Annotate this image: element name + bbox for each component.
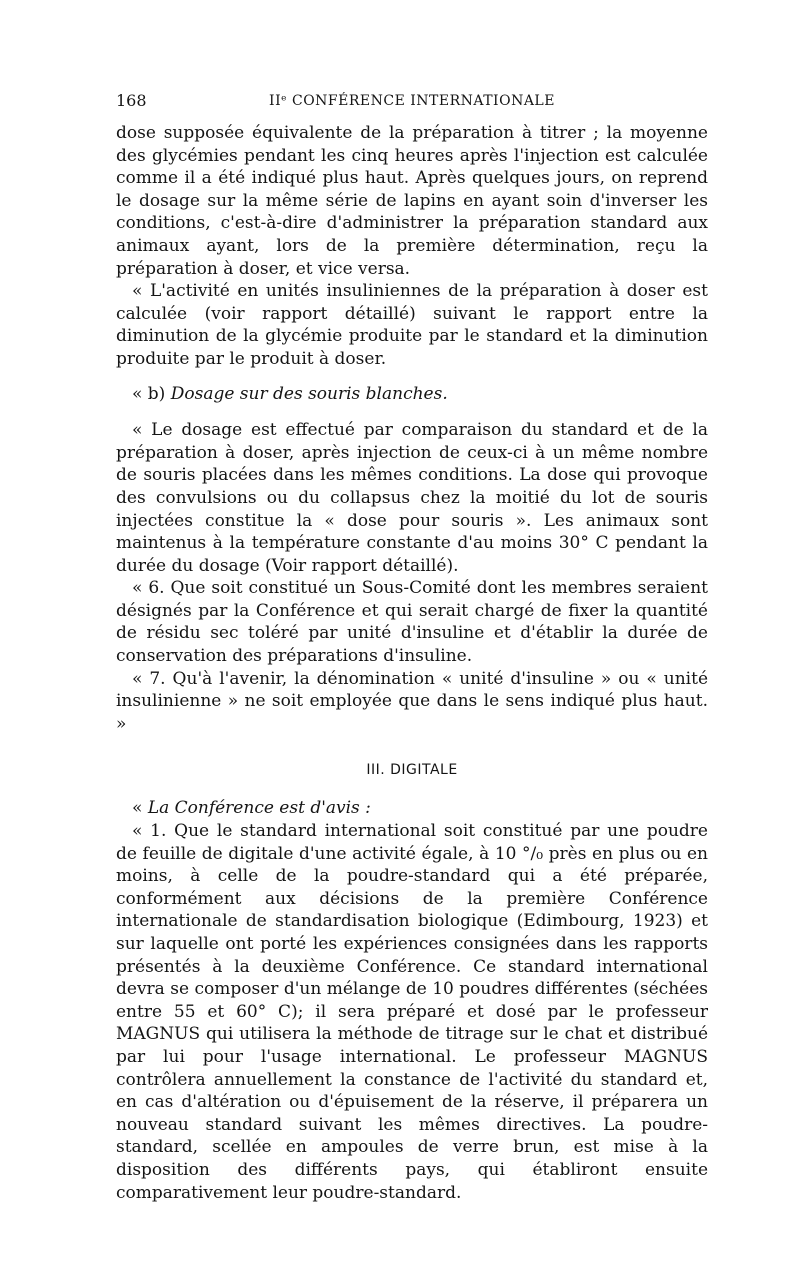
running-title: IIᵉ CONFÉRENCE INTERNATIONALE bbox=[269, 93, 555, 109]
subheading-title: Dosage sur des souris blanches. bbox=[170, 383, 448, 404]
opinion-title: La Conférence est d'avis : bbox=[147, 798, 371, 819]
paragraph-item-6: « 6. Que soit constitué un Sous-Comité dont les membres seraient désignés par la Conférence et qui serait chargé de fixer la quantité de résidu sec toléré par unité d'insuline et d'établir la durée de conservation des préparations d'insuline. bbox=[116, 578, 708, 667]
page-body bbox=[116, 122, 708, 1204]
subheading-prefix: « b) bbox=[132, 383, 171, 404]
paragraph-item-7: « 7. Qu'à l'avenir, la dénomination « unité d'insuline » ou « unité insulinienne » ne soit employée que dans le sens indiqué plus haut. » bbox=[116, 668, 708, 734]
paragraph-mice-assay: « Le dosage est effectué par comparaison du standard et de la préparation à doser, après injection de ceux-ci à un même nombre de souris placées dans les mêmes conditions. La dose qui provoque des convulsions ou du collapsus chez la moitié du lot de souris injectées constitue la « dose pour souris ». Les animaux sont maintenus à la température constante d'au moins 30° C pendant la durée du dosage (Voir rapport détaillé). bbox=[116, 420, 708, 576]
paragraph-continuation: dose supposée équivalente de la préparation à titrer ; la moyenne des glycémies pendant les cinq heures après l'injection est calculée comme il a été indiqué plus haut. Après quelques jours, on reprend le dosage sur la même série de lapins en ayant soin d'inverser les conditions, c'est-à-dire d'administrer la préparation standard aux animaux ayant, lors de la première détermination, reçu la préparation à doser, et vice versa. bbox=[116, 123, 708, 279]
page-number: 168 bbox=[116, 91, 147, 110]
page-header bbox=[116, 91, 708, 113]
paragraph-insulin-activity: « L'activité en unités insuliniennes de la préparation à doser est calculée (voir rapport détaillé) suivant le rapport entre la diminution de la glycémie produite par le standard et la diminution produite par le produit à doser. bbox=[116, 281, 708, 369]
paragraph-item-1-digitale: « 1. Que le standard international soit constitué par une poudre de feuille de digitale d'une activité égale, à 10 °/₀ près en plus ou en moins, à celle de la poudre-standard qui a été préparée, conformément aux décisions de la première Conférence internationale de standardisation biologique (Edimbourg, 1923) et sur laquelle ont porté les expériences consignées dans les rapports présentés à la deuxième Conférence. Ce standard international devra se composer d'un mélange de 10 poudres différentes (séchées entre 55 et 60° C); il sera préparé et dosé par le professeur MAGNUS qui utilisera la méthode de titrage sur le chat et distribué par lui pour l'usage international. Le professeur MAGNUS contrôlera annuellement la constance de l'activité du standard et, en cas d'altération ou d'épuisement de la réserve, il préparera un nouveau standard suivant les mêmes directives. La poudre-standard, scellée en ampoules de verre brun, est mise à la disposition des différents pays, qui établiront ensuite comparativement leur poudre-standard. bbox=[116, 821, 708, 1203]
section-heading-digitale: III. DIGITALE bbox=[366, 762, 458, 779]
opinion-prefix: « bbox=[132, 798, 148, 819]
subheading-mice-assay bbox=[116, 383, 708, 406]
paragraph-conference-opinion bbox=[116, 797, 708, 820]
